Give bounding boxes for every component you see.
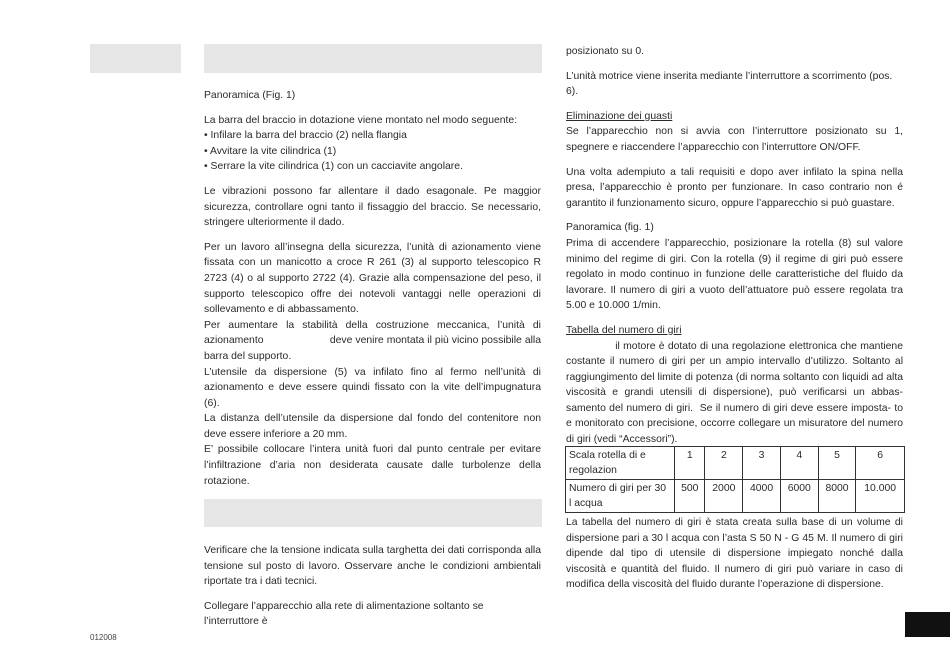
connect-paragraph: Collegare l’apparecchio alla rete di alimentazione soltanto se l’interruttore è bbox=[204, 600, 484, 628]
table-cell: 1 bbox=[675, 447, 705, 480]
table-cell: 500 bbox=[675, 480, 705, 513]
table-cell: 4000 bbox=[743, 480, 781, 513]
motor-paragraph: L’unità motrice viene inserita mediante l’interruttore a scorrimento (pos. 6). bbox=[566, 70, 893, 98]
speed-table-heading: Tabella del numero di giri bbox=[566, 324, 682, 336]
table-cell: 5 bbox=[818, 447, 856, 480]
page-tab-marker bbox=[905, 612, 950, 637]
fault-heading: Eliminazione dei guasti bbox=[566, 110, 673, 122]
distance-paragraph: La distanza dell’utensile da dispersione dal fondo del contenitore non deve essere inferiore a 20 mm. bbox=[204, 413, 541, 440]
table-cell: Numero di giri per 30 l acqua bbox=[566, 480, 675, 513]
list-item: • Avvitare la vite cilindrica (1) bbox=[204, 145, 337, 157]
table-cell: 2 bbox=[705, 447, 743, 480]
assembly-steps bbox=[204, 128, 541, 175]
table-cell: 6000 bbox=[780, 480, 818, 513]
speed-table bbox=[565, 446, 905, 513]
overview-title: Panoramica (Fig. 1) bbox=[204, 90, 296, 101]
table-cell: 10.000 bbox=[856, 480, 905, 513]
intro-text: La barra del braccio in dotazione viene montato nel modo seguente: bbox=[204, 114, 518, 126]
fault-paragraph: Se l’apparecchio non si avvia con l’interruttore posizionato su 1, spegnere e riaccendere l’apparecchio con l’interruttore ON/OFF. bbox=[566, 126, 903, 153]
footer-code: 012008 bbox=[90, 633, 117, 642]
header-bar-small bbox=[90, 44, 181, 73]
tool-paragraph: L’utensile da dispersione (5) va infilato fino al fermo nell’unità di azionamento e deve essere quindi fissato con la vite dell’impugnatura (6). bbox=[204, 366, 541, 409]
electronic-paragraph: il motore è dotato di una regolazione elettronica che mantiene costante il numero di giri per un ampio intervallo d’utilizzo. Soltanto al raggiungimento del limite di potenza (di norma soltanto con liquidi ad alta viscosità e grandi utensili di dispersione), può verificarsi un abbas- samento del numero di giri. Se il numero di giri deve essere imposta- to e monitorato con precisione, occorre collegare un misuratore del numero di giri (vedi “Accessori”). bbox=[566, 340, 903, 446]
right-column-top bbox=[566, 44, 903, 448]
table-cell: 2000 bbox=[705, 480, 743, 513]
list-item: • Serrare la vite cilindrica (1) con un cacciavite angolare. bbox=[204, 161, 463, 173]
table-note-paragraph: La tabella del numero di giri è stata creata sulla base di un volume di dispersione pari a 30 l acqua con l’asta S 50 N - G 45 M. Il numero di giri dipende dal tipo di utensile di dispersione impiegato nonché dalla viscosità e quantità del fluido. Il numero di giri può variare in caso di modifica della viscosità del fluido durante l’operazione di dispersione. bbox=[566, 517, 903, 591]
table-cell: 3 bbox=[743, 447, 781, 480]
overview2-title: Panoramica (fig. 1) bbox=[566, 222, 654, 234]
safety-paragraph: Per un lavoro all’insegna della sicurezza, l’unità di azionamento viene fissata con un manicotto a croce R 261 (3) al supporto telescopico R 2723 (4) o al supporto 2722 (4). Grazie alla compensazione del peso, il supporto telescopico offre dei notevoli vantaggi nelle operazioni di sollevamento e di abbassamento. bbox=[204, 241, 541, 316]
voltage-paragraph: Verificare che la tensione indicata sulla targhetta dei dati corrisponda alla tensione sul posto di lavoro. Osservare anche le condizioni ambientali riportate tra i dati tecnici. bbox=[204, 545, 541, 588]
left-column-bottom bbox=[204, 543, 541, 630]
table-row bbox=[566, 447, 905, 480]
position-paragraph: E’ possibile collocare l’intera unità fuori dal punto centrale per evitare l’infiltrazione d’aria non desiderata causate dalle turbolenze della rotazione. bbox=[204, 444, 541, 487]
left-column-top bbox=[204, 88, 541, 489]
table-cell: 8000 bbox=[818, 480, 856, 513]
vibrations-paragraph: Le vibrazioni possono far allentare il dado esagonale. Pe maggior sicurezza, controllare ogni tanto il fissaggio del braccio. Se necessario, stringere ulteriormente il dado. bbox=[204, 185, 541, 229]
header-bar-main bbox=[204, 44, 542, 73]
table-cell: 4 bbox=[780, 447, 818, 480]
continuation-text: posizionato su 0. bbox=[566, 46, 644, 57]
table-row bbox=[566, 480, 905, 513]
right-column-bottom bbox=[566, 515, 903, 593]
stability-paragraph: Per aumentare la stabilità della costruzione meccanica, l’unità di azionamento deve venire montata il più vicino possibile alla barra del supporto. bbox=[204, 319, 541, 362]
table-cell: Scala rotella di e regolazion bbox=[566, 447, 675, 480]
ready-paragraph: Una volta adempiuto a tali requisiti e dopo aver infilato la spina nella presa, l’apparecchio è pronto per funzionare. In caso contrario non é garantito il funzionamento sicuro, oppure l’apparecchio si può guastare. bbox=[566, 166, 903, 209]
list-item: • Infilare la barra del braccio (2) nella flangia bbox=[204, 130, 407, 142]
section-bar bbox=[204, 499, 542, 527]
speed-paragraph: Prima di accendere l’apparecchio, posizionare la rotella (8) sul valore minimo del regime di giri. Con la rotella (9) il regime di giri può essere regolato in modo continuo in funzione delle caratteristiche del fluido da lavorare. Il numero di giri a vuoto dell’attuatore può essere regolata tra 5.00 e 10.000 1/min. bbox=[566, 237, 903, 312]
table-cell: 6 bbox=[856, 447, 905, 480]
